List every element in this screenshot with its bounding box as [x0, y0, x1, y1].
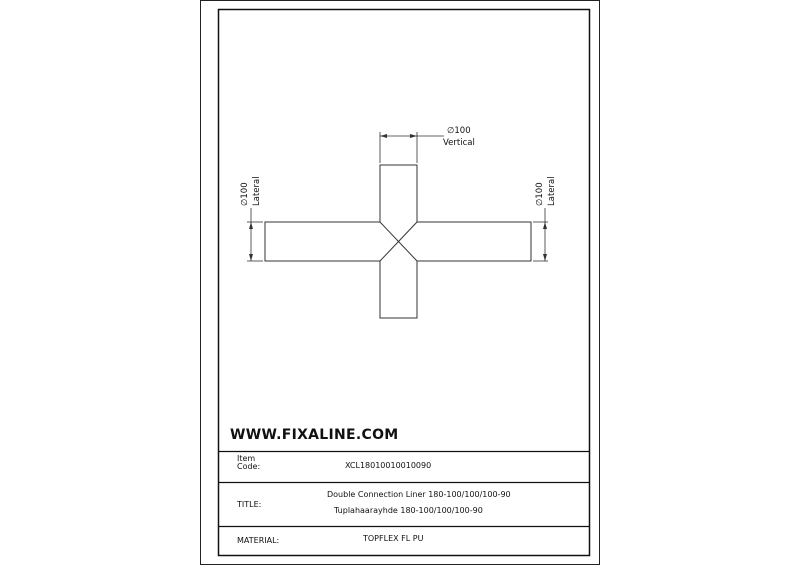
dim-left-label: Lateral	[252, 176, 262, 206]
item-code-value: XCL18010010010090	[345, 461, 432, 470]
item-code-label-line2: Code:	[237, 462, 261, 471]
title-line-2: Tuplahaarayhde 180-100/100/100-90	[334, 506, 483, 515]
inner-border	[219, 10, 590, 556]
dimension-right	[533, 208, 548, 261]
dim-right-diameter: ∅100	[535, 182, 545, 206]
website-url: WWW.FIXALINE.COM	[230, 427, 399, 443]
dim-top-label: Vertical	[443, 138, 475, 148]
item-code-label-line1: Item	[237, 454, 256, 463]
dimension-top	[380, 132, 444, 163]
title-label: TITLE:	[237, 500, 262, 509]
cross-fitting	[265, 165, 531, 318]
outer-border	[201, 1, 600, 565]
title-line-1: Double Connection Liner 180-100/100/100-90	[327, 490, 511, 499]
dimension-left	[247, 208, 263, 261]
material-value: TOPFLEX FL PU	[363, 534, 424, 543]
material-label: MATERIAL:	[237, 536, 280, 545]
dim-right-label: Lateral	[547, 176, 557, 206]
dim-top-diameter: ∅100	[447, 126, 471, 136]
dim-left-diameter: ∅100	[240, 182, 250, 206]
